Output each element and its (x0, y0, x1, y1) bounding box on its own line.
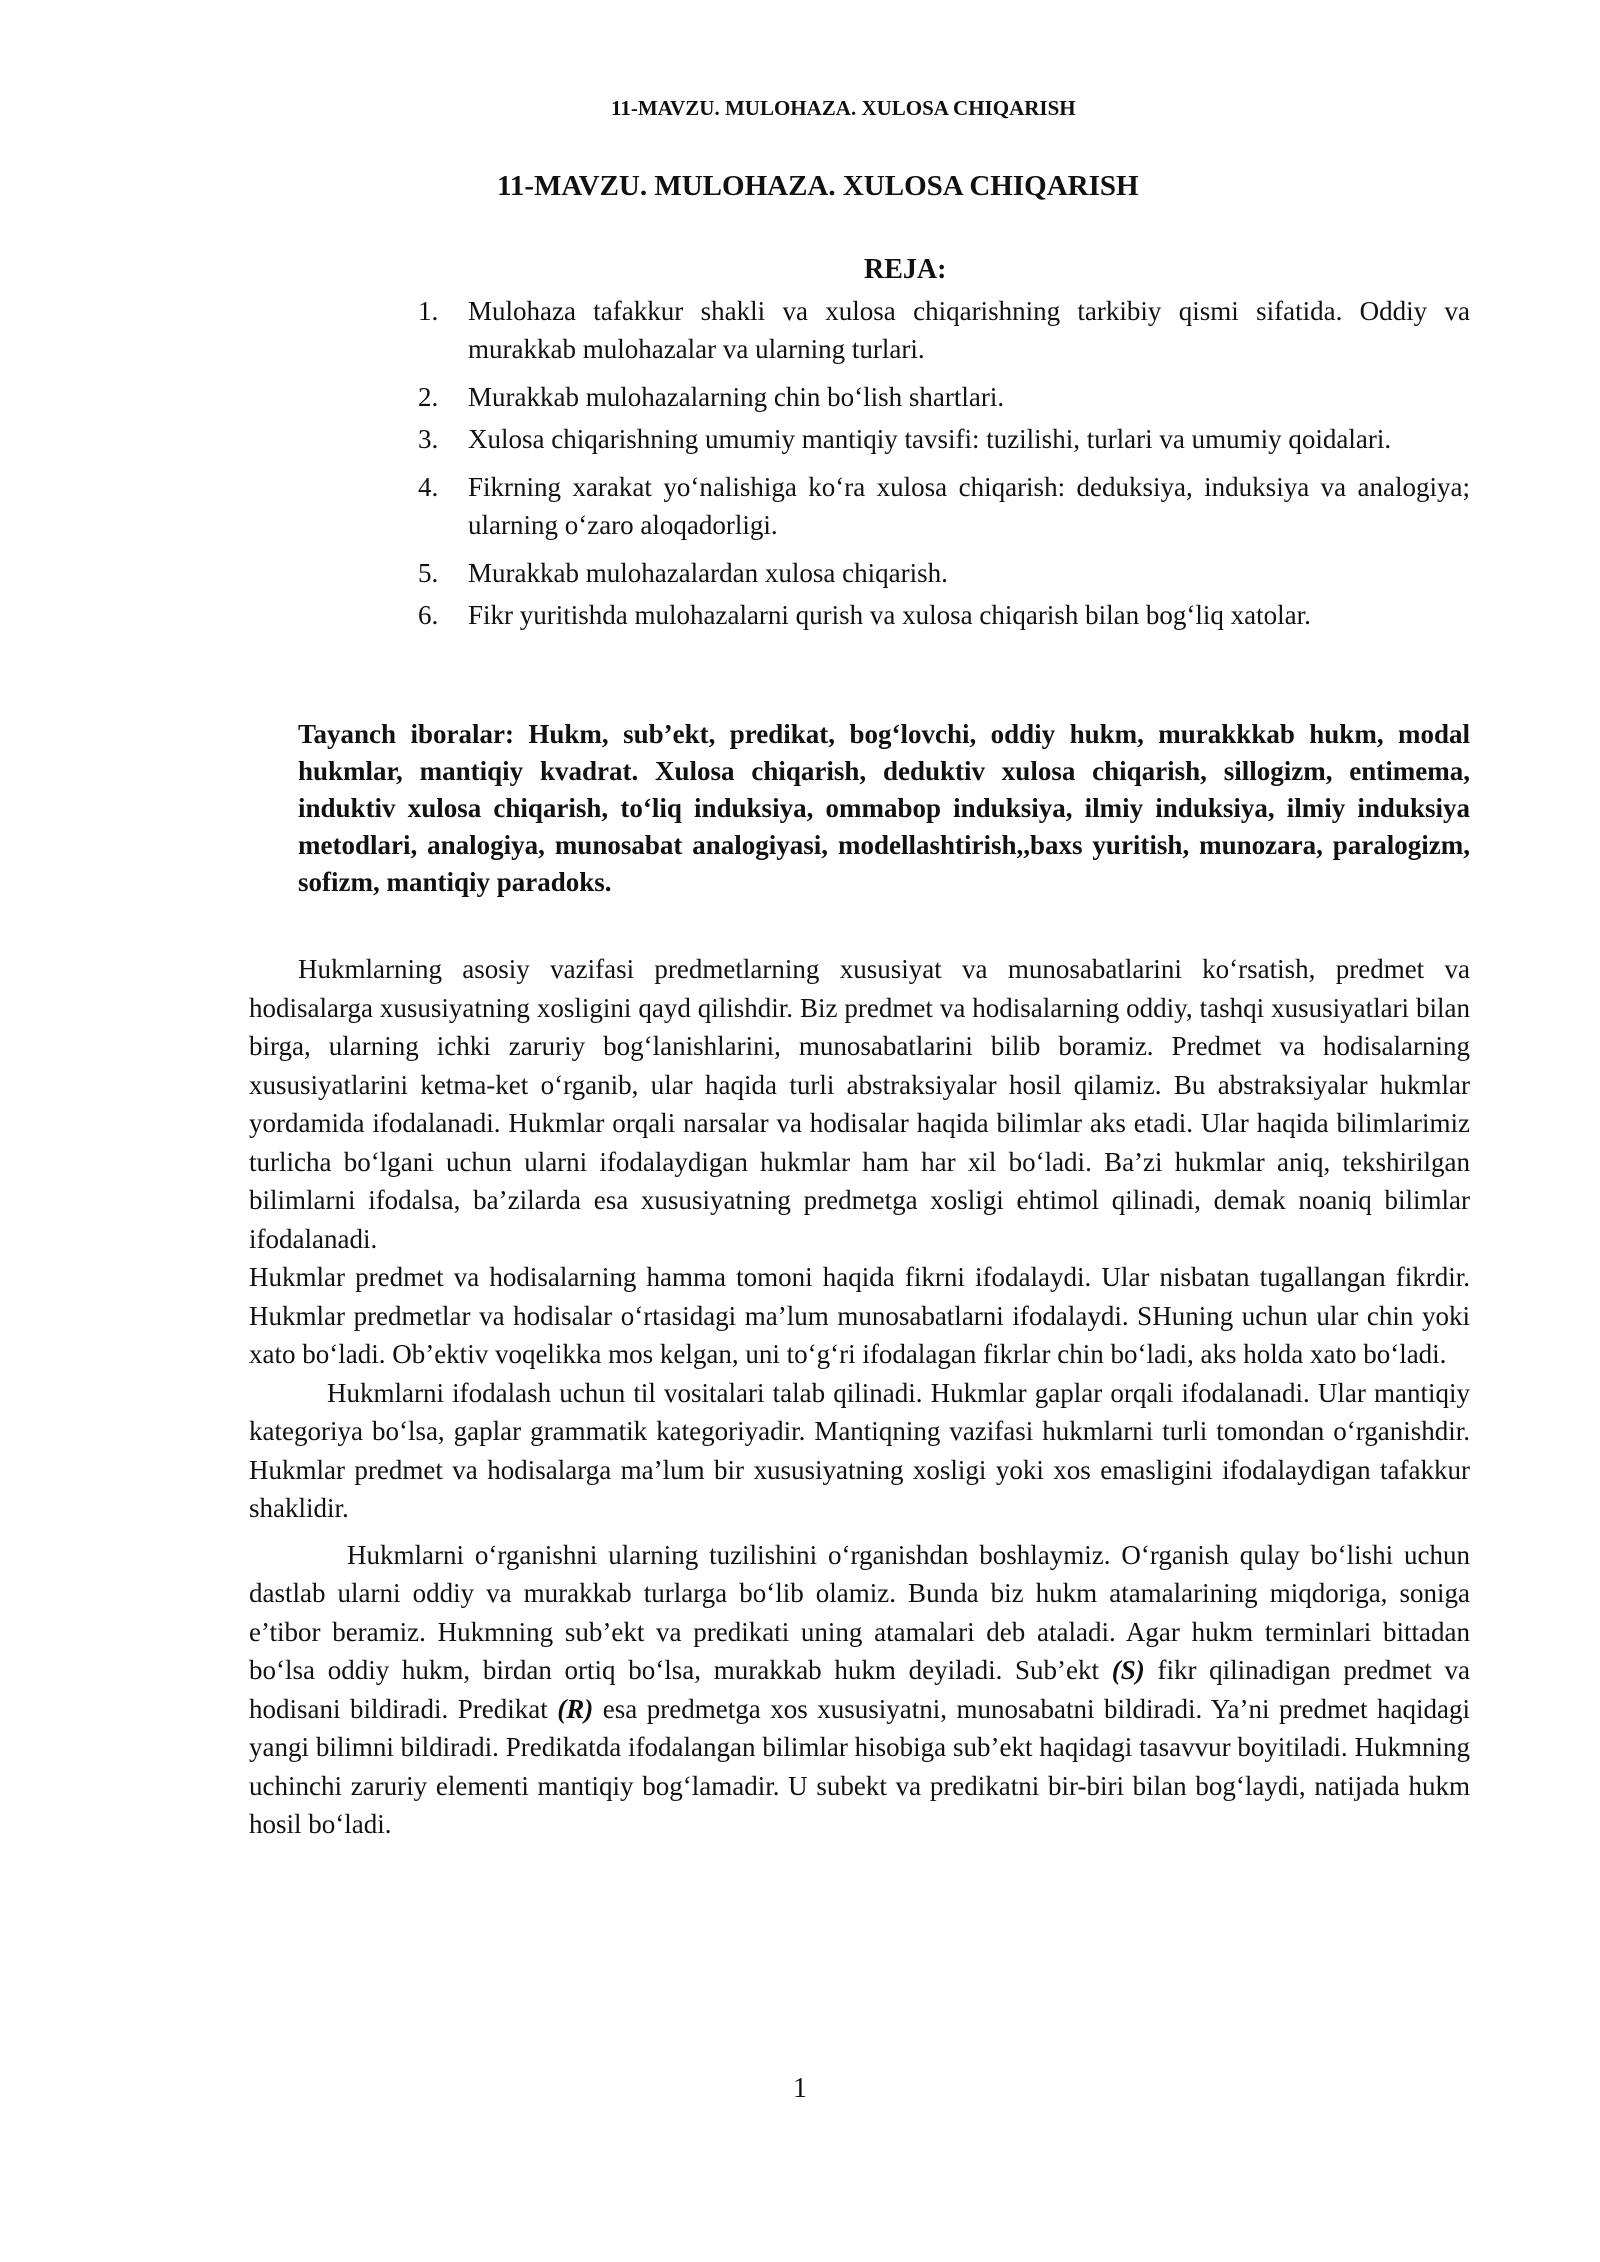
plan-item-text: Fikrning xarakat yo‘nalishiga ko‘ra xulosa chiqarish: deduksiya, induksiya va analogiya; ularning o‘zaro aloqadorligi. (468, 472, 1470, 540)
plan-item-number: 6. (418, 600, 439, 630)
plan-item (418, 420, 1470, 458)
body-paragraph: Hukmlarni ifodalash uchun til vositalari talab qilinadi. Hukmlar gaplar orqali ifodalanadi. Ular mantiqiy kategoriya bo‘lsa, gaplar grammatik kategoriyadir. Mantiqning vazifasi hukmlarni turli tomondan o‘rganishdir. Hukmlar predmet va hodisalarga ma’lum bir xususiyatning xosligi yoki xos emasligini ifodalaydigan tafakkur shaklidir. (249, 1377, 1470, 1523)
body-text (249, 950, 1470, 1844)
plan-item-number: 2. (418, 382, 439, 412)
keywords-paragraph: Tayanch iboralar: Hukm, sub’ekt, predikat, bog‘lovchi, oddiy hukm, murakkkab hukm, modal hukmlar, mantiqiy kvadrat. Xulosa chiqarish, deduktiv xulosa chiqarish, sillogizm, entimema, induktiv xulosa chiqarish, to‘liq induksiya, ommabop induksiya, ilmiy induksiya, ilmiy induksiya metodlari, analogiya, munosabat analogiyasi, modellashtirish,,baxs yuritish, munozara, paralogizm, sofizm, mantiqiy paradoks. (298, 719, 1470, 897)
body-paragraph (249, 1536, 1470, 1844)
plan-item-text: Murakkab mulohazalarning chin bo‘lish shartlari. (468, 382, 1005, 412)
paragraph-text: Hukmlarni o‘rganishni ularning tuzilishini o‘rganishdan boshlaymiz. O‘rganish qulay bo‘lishi uchun dastlab ularni oddiy va murakkab turlarga bo‘lib olamiz. Bunda biz hukm atamalarining miqdoriga, soniga e’tibor beramiz. Hukmning sub’ekt va predikati uning atamalari deb ataladi. Agar hukm terminlari bittadan bo‘lsa oddiy hukm, birdan ortiq bo‘lsa, murakkab hukm deyiladi. Sub’ekt (249, 1539, 1470, 1685)
subject-symbol: (S) (1111, 1655, 1145, 1685)
plan-item (418, 378, 1470, 416)
predicate-symbol: (R) (557, 1693, 594, 1724)
plan-heading: REJA: (864, 254, 947, 285)
plan-item-number: 3. (418, 424, 439, 454)
page-number: 1 (793, 2073, 807, 2104)
page-title: 11-MAVZU. MULOHAZA. XULOSA CHIQARISH (497, 170, 1139, 202)
plan-item-number: 5. (418, 558, 439, 588)
plan-list (418, 292, 1470, 644)
plan-item (418, 292, 1470, 368)
plan-item (418, 468, 1470, 544)
plan-item (418, 596, 1470, 634)
plan-item-text: Xulosa chiqarishning umumiy mantiqiy tavsifi: tuzilishi, turlari va umumiy qoidalari. (468, 424, 1392, 454)
plan-item-text: Fikr yuritishda mulohazalarni qurish va xulosa chiqarish bilan bog‘liq xatolar. (468, 600, 1311, 630)
plan-item-number: 1. (418, 296, 439, 326)
plan-item (418, 554, 1470, 592)
body-paragraph: Hukmlar predmet va hodisalarning hamma tomoni haqida fikrni ifodalaydi. Ular nisbatan tugallangan fikrdir. Hukmlar predmetlar va hodisalar o‘rtasidagi ma’lum munosabatlarni ifodalaydi. SHuning uchun ular chin yoki xato bo‘ladi. Ob’ektiv voqelikka mos kelgan, uni to‘g‘ri ifodalagan fikrlar chin bo‘ladi, aks holda xato bo‘ladi. (249, 1262, 1470, 1369)
paragraph-text: esa predmetga xos xususiyatni, munosabatni bildiradi. Ya’ni predmet haqidagi yangi bilimni bildiradi. Predikatda ifodalangan bilimlar hisobiga sub’ekt haqidagi tasavvur boyitiladi. Hukmning uchinchi zaruriy elementi mantiqiy bog‘lamadir. U subekt va predikatni bir-biri bilan bog‘laydi, natijada hukm hosil bo‘ladi. (249, 1693, 1470, 1839)
body-paragraph: Hukmlarning asosiy vazifasi predmetlarning xususiyat va munosabatlarini ko‘rsatish, predmet va hodisalarga xususiyatning xosligini qayd qilishdir. Biz predmet va hodisalarning oddiy, tashqi xususiyatlari bilan birga, ularning ichki zaruriy bog‘lanishlarini, munosabatlarini bilib boramiz. Predmet va hodisalarning xususiyatlarini ketma-ket o‘rganib, ular haqida turli abstraksiyalar hosil qilamiz. Bu abstraksiyalar hukmlar yordamida ifodalanadi. Hukmlar orqali narsalar va hodisalar haqida bilimlar aks etadi. Ular haqida bilimlarimiz turlicha bo‘lgani uchun ularni ifodalaydigan hukmlar ham har xil bo‘ladi. Ba’zi hukmlar aniq, tekshirilgan bilimlarni ifodalsa, ba’zilarda esa xususiyatning predmetga xosligi ehtimol qilinadi, demak noaniq bilimlar ifodalanadi. (249, 954, 1470, 1254)
running-header: 11-MAVZU. MULOHAZA. XULOSA CHIQARISH (611, 96, 1076, 120)
paragraph-text: fikr qilinadigan predmet va hodisani bildiradi. Predikat (249, 1655, 1471, 1724)
plan-item-text: Murakkab mulohazalardan xulosa chiqarish. (468, 558, 948, 588)
plan-item-text: Mulohaza tafakkur shakli va xulosa chiqarishning tarkibiy qismi sifatida. Oddiy va murakkab mulohazalar va ularning turlari. (468, 296, 1470, 364)
plan-item-number: 4. (418, 472, 439, 502)
